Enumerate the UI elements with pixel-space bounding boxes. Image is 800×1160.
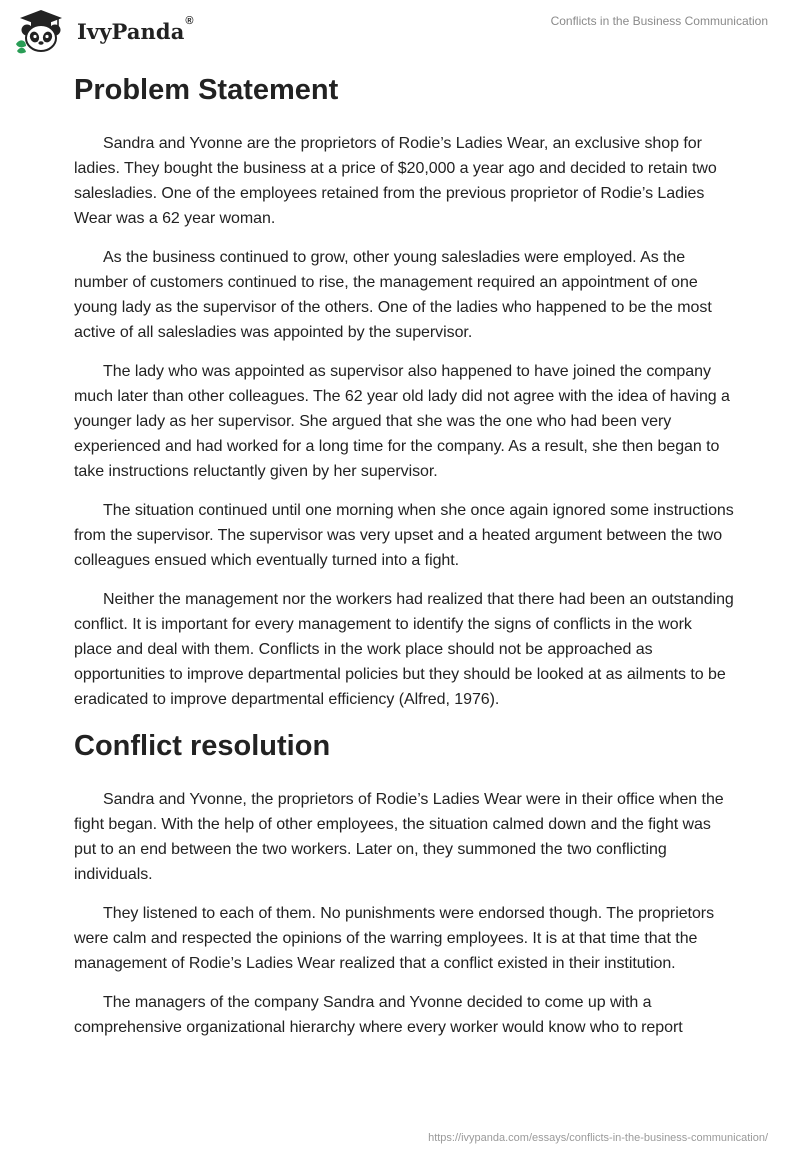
registered-mark: ® [185, 14, 194, 27]
paragraph: Sandra and Yvonne, the proprietors of Rodie’s Ladies Wear were in their office when the fight began. With the help of other employees, the situation calmed down and the fight was put to an end between the two workers. Later on, they summoned the two conflicting individuals. [74, 791, 724, 883]
heading-problem-statement: Problem Statement [74, 74, 339, 106]
essay-content [74, 70, 734, 1054]
source-url-link[interactable]: https://ivypanda.com/essays/conflicts-in-the-business-communication/ [428, 1132, 768, 1144]
brand-name: IvyPanda® [77, 14, 194, 44]
paragraph: They listened to each of them. No punishments were endorsed though. The proprietors were calm and respected the opinions of the warring employees. It is at that time that the management of Rodie’s Ladies Wear realized that a conflict existed in their institution. [74, 905, 715, 972]
paragraph: The situation continued until one morning when she once again ignored some instructions from the supervisor. The supervisor was very upset and a heated argument between the two colleagues ensued which eventually turned into a fight. [74, 502, 734, 569]
paragraph: The lady who was appointed as supervisor also happened to have joined the company much later than other colleagues. The 62 year old lady did not agree with the idea of having a younger lady as her supervisor. She argued that she was the one who had been very experienced and had worked for a long time for the company. As a result, she then began to take instructions reluctantly given by her supervisor. [74, 363, 730, 480]
paragraph: Sandra and Yvonne are the proprietors of Rodie’s Ladies Wear, an exclusive shop for ladies. They bought the business at a price of $20,000 a year ago and decided to retain two salesladies. One of the employees retained from the previous proprietor of Rodie’s Ladies Wear was a 62 year woman. [74, 135, 717, 227]
document-title: Conflicts in the Business Communication [550, 14, 768, 28]
paragraph: Neither the management nor the workers had realized that there had been an outstanding conflict. It is important for every management to identify the signs of conflicts in the work place and deal with them. Conflicts in the work place should not be approached as opportunities to improve departmental policies but they should be looked at as ailments to be eradicated to improve departmental efficiency (Alfred, 1976). [74, 591, 734, 708]
brand-logo[interactable] [14, 8, 194, 54]
heading-conflict-resolution: Conflict resolution [74, 730, 331, 762]
paragraph: As the business continued to grow, other young salesladies were employed. As the number of customers continued to rise, the management required an appointment of one young lady as the supervisor of the others. One of the ladies who happened to be the most active of all salesladies was appointed by the supervisor. [74, 249, 712, 341]
panda-graduate-icon [14, 8, 72, 54]
paragraph: The managers of the company Sandra and Yvonne decided to come up with a comprehensive organizational hierarchy where every worker would know who to report [74, 994, 683, 1036]
page-header [0, 0, 800, 60]
